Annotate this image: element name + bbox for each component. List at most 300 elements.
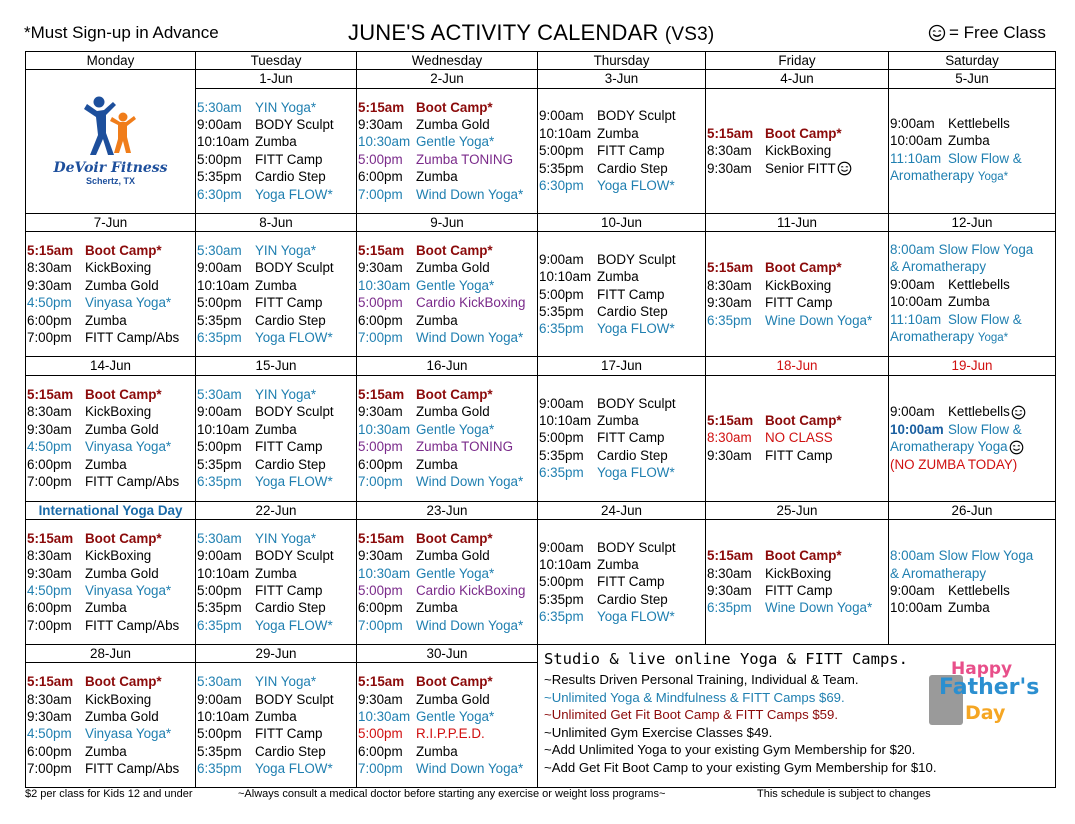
class-name: Slow Flow Yoga — [938, 242, 1034, 257]
class-entry — [358, 438, 536, 455]
class-name: NO CLASS — [765, 430, 833, 446]
class-time: 5:15am — [27, 386, 74, 402]
class-name: Yoga FLOW* — [255, 473, 333, 489]
class-entry — [358, 116, 536, 133]
footer-doctor-note: ~Always consult a medical doctor before starting any exercise or weight loss programs~ — [238, 788, 666, 800]
class-entry — [358, 530, 536, 547]
date-cell: 16-Jun — [357, 357, 538, 375]
date-row — [26, 213, 1056, 231]
class-name: Slow Flow & — [948, 421, 1022, 437]
class-entry — [197, 547, 355, 564]
date-cell: 12-Jun — [889, 213, 1056, 231]
date-cell: 14-Jun — [26, 357, 196, 375]
class-entry — [539, 303, 704, 320]
class-entry — [358, 456, 536, 473]
signup-note: *Must Sign-up in Advance — [24, 23, 219, 42]
class-name: & Aromatherapy — [890, 259, 987, 275]
day-header-row — [26, 52, 1056, 70]
class-name: R.I.P.P.E.D. — [416, 726, 485, 742]
class-name: Aromatherapy Yoga — [890, 439, 1008, 455]
class-entry — [358, 151, 536, 168]
class-name: Boot Camp* — [765, 260, 842, 276]
class-entry — [197, 242, 355, 259]
class-name: Boot Camp* — [85, 243, 162, 258]
class-name: FITT Camp — [597, 143, 665, 159]
class-entry — [890, 547, 1054, 564]
day-schedule-cell — [26, 663, 196, 788]
class-entry — [197, 186, 355, 203]
class-time: 5:15am — [707, 548, 754, 564]
class-name: FITT Camp — [597, 286, 665, 302]
class-name: Boot Camp* — [765, 413, 842, 429]
class-entry — [197, 617, 355, 634]
class-time: 9:30am — [707, 295, 752, 311]
class-entry — [890, 565, 1054, 582]
class-time: 10:10am — [539, 269, 592, 285]
class-time: 9:00am — [197, 548, 242, 564]
class-name: Kettlebells — [948, 583, 1010, 599]
class-entry — [539, 268, 704, 285]
date-cell: 18-Jun — [706, 357, 889, 375]
day-header-thursday: Thursday — [538, 52, 706, 70]
footer-kids-note: $2 per class for Kids 12 and under — [25, 788, 193, 800]
devoir-fitness-logo — [53, 95, 167, 186]
class-entry — [358, 691, 536, 708]
class-time: 6:35pm — [707, 600, 752, 616]
class-time: 8:30am — [27, 691, 72, 707]
class-entry — [27, 691, 194, 708]
class-time: 7:00pm — [358, 473, 403, 489]
class-time: 5:00pm — [358, 726, 403, 742]
class-time: 7:00pm — [27, 330, 72, 346]
class-entry — [27, 708, 194, 725]
class-name: Zumba — [416, 743, 458, 759]
class-entry — [27, 386, 194, 403]
class-entry — [197, 168, 355, 185]
class-time: 6:35pm — [197, 617, 242, 633]
class-time: 5:35pm — [539, 160, 584, 176]
date-cell: 28-Jun — [26, 645, 196, 663]
class-entry — [707, 142, 887, 159]
class-name: BODY Sculpt — [597, 539, 676, 555]
class-entry — [358, 421, 536, 438]
class-time: 7:00pm — [358, 617, 403, 633]
class-name: KickBoxing — [765, 277, 832, 293]
class-entry — [27, 329, 194, 346]
class-name: Yoga FLOW* — [597, 465, 675, 481]
class-entry — [890, 438, 1054, 455]
class-time: 5:35pm — [539, 303, 584, 319]
class-name: Yoga FLOW* — [255, 617, 333, 633]
class-entry — [890, 456, 1054, 473]
class-entry — [197, 386, 355, 403]
class-name: Boot Camp* — [765, 548, 842, 564]
class-entry — [890, 311, 1054, 328]
class-entry — [358, 168, 536, 185]
class-time: 5:00pm — [197, 151, 242, 167]
class-entry — [358, 242, 536, 259]
class-name: KickBoxing — [85, 548, 152, 564]
schedule-row — [26, 520, 1056, 645]
date-cell: 30-Jun — [357, 645, 538, 663]
class-time: 9:00am — [539, 251, 584, 267]
class-time: 9:30am — [707, 583, 752, 599]
class-name: FITT Camp — [597, 574, 665, 590]
class-entry — [197, 259, 355, 276]
class-entry — [197, 760, 355, 777]
class-name: KickBoxing — [85, 404, 152, 420]
class-name: Wind Down Yoga* — [416, 186, 524, 202]
class-time: 5:15am — [358, 243, 405, 258]
class-name: Zumba — [85, 456, 127, 472]
day-schedule-cell — [538, 232, 706, 357]
class-name: Slow Flow & — [948, 150, 1022, 166]
class-time: 10:30am — [358, 134, 411, 150]
class-name: Zumba — [85, 600, 127, 616]
class-name: Slow Flow Yoga — [938, 548, 1034, 564]
class-entry — [197, 743, 355, 760]
class-entry — [27, 599, 194, 616]
class-time: 5:00pm — [358, 583, 403, 599]
class-entry — [890, 241, 1054, 258]
class-name: FITT Camp — [765, 447, 833, 463]
class-entry — [890, 258, 1054, 275]
class-time: 6:35pm — [707, 312, 752, 328]
class-entry — [27, 242, 194, 259]
class-time: 8:30am — [707, 277, 752, 293]
date-cell: 1-Jun — [196, 70, 357, 88]
class-name: FITT Camp — [765, 295, 833, 311]
class-entry — [27, 617, 194, 634]
class-time: 8:30am — [707, 565, 752, 581]
class-name: Zumba — [597, 556, 639, 572]
info-line: ~Unlimited Gym Exercise Classes $49. — [544, 724, 773, 740]
class-time: 6:00pm — [27, 743, 72, 759]
date-cell: 29-Jun — [196, 645, 357, 663]
class-time: 11:10am — [890, 311, 942, 327]
class-time: 5:15am — [358, 674, 405, 690]
class-entry — [197, 133, 355, 150]
class-name: Zumba — [255, 421, 297, 437]
class-entry — [27, 438, 194, 455]
class-time: 6:00pm — [27, 456, 72, 472]
date-cell: 11-Jun — [706, 213, 889, 231]
class-name: Zumba — [597, 125, 639, 141]
class-name: BODY Sculpt — [597, 395, 676, 411]
legend-label: = Free Class — [949, 23, 1046, 42]
day-schedule-cell — [889, 232, 1056, 357]
class-time: 5:15am — [358, 530, 405, 546]
class-name: Zumba — [255, 277, 297, 293]
class-name: Zumba TONING — [416, 151, 513, 167]
class-name: Cardio Step — [255, 312, 326, 328]
class-name: FITT Camp/Abs — [85, 330, 180, 346]
class-time: 5:35pm — [539, 591, 584, 607]
class-time: 5:35pm — [197, 743, 242, 759]
class-entry — [890, 293, 1054, 310]
class-time: 5:30am — [197, 99, 242, 115]
class-name: Boot Camp* — [416, 530, 493, 546]
class-name: Gentle Yoga* — [416, 565, 495, 581]
class-time: 9:00am — [539, 108, 584, 124]
class-name: KickBoxing — [85, 691, 152, 707]
class-name: Zumba Gold — [85, 565, 159, 581]
class-entry — [358, 473, 536, 490]
class-entry — [358, 186, 536, 203]
class-name: Zumba Gold — [85, 709, 159, 725]
class-entry — [358, 673, 536, 690]
class-name: Vinyasa Yoga* — [85, 726, 172, 742]
class-entry — [358, 294, 536, 311]
class-name: Cardio KickBoxing — [416, 583, 526, 599]
class-name: Cardio Step — [597, 447, 668, 463]
class-time: 5:15am — [27, 674, 74, 690]
class-time: 5:15am — [707, 125, 754, 141]
class-time: 5:00pm — [197, 295, 242, 311]
class-name: Zumba TONING — [416, 439, 513, 455]
class-name: Zumba Gold — [416, 117, 490, 132]
class-name: Zumba — [597, 269, 639, 285]
class-time: 5:15am — [27, 243, 74, 258]
day-schedule-cell — [706, 232, 889, 357]
class-entry — [358, 386, 536, 403]
day-schedule-cell — [26, 232, 196, 357]
class-name: FITT Camp/Abs — [85, 761, 180, 777]
class-time: 9:30am — [358, 117, 403, 132]
info-title: Studio & live online Yoga & FITT Camps. — [544, 650, 908, 669]
day-schedule-cell — [357, 232, 538, 357]
date-cell: 3-Jun — [538, 70, 706, 88]
date-cell: 26-Jun — [889, 501, 1056, 519]
class-entry — [197, 599, 355, 616]
class-entry — [197, 473, 355, 490]
class-entry — [27, 673, 194, 690]
schedule-row — [26, 375, 1056, 501]
class-entry — [707, 447, 887, 464]
day-header-tuesday: Tuesday — [196, 52, 357, 70]
class-entry — [27, 760, 194, 777]
class-name: KickBoxing — [765, 565, 832, 581]
class-name: Wine Down Yoga* — [765, 312, 873, 328]
class-name: Vinyasa Yoga* — [85, 295, 172, 311]
class-name: Cardio Step — [255, 169, 326, 185]
class-entry — [197, 456, 355, 473]
class-name: Zumba — [948, 600, 990, 616]
class-name: Cardio Step — [255, 743, 326, 759]
class-name: BODY Sculpt — [255, 548, 334, 564]
class-entry — [358, 599, 536, 616]
class-entry — [358, 312, 536, 329]
class-entry — [539, 591, 704, 608]
class-entry — [539, 608, 704, 625]
class-name: BODY Sculpt — [255, 691, 334, 707]
class-time: 4:50pm — [27, 439, 72, 455]
date-cell: 9-Jun — [357, 213, 538, 231]
class-time: 9:30am — [27, 709, 72, 725]
date-cell: 17-Jun — [538, 357, 706, 375]
class-time: 5:35pm — [197, 169, 242, 185]
day-schedule-cell — [26, 375, 196, 501]
class-name: FITT Camp — [255, 726, 323, 742]
class-name: Cardio Step — [597, 303, 668, 319]
class-name: Aromatherapy — [890, 168, 975, 184]
class-name: Zumba — [597, 413, 639, 429]
class-entry — [539, 395, 704, 412]
class-name: Cardio Step — [255, 456, 326, 472]
class-entry — [539, 320, 704, 337]
class-time: 10:00am — [890, 600, 943, 616]
class-time: 11:10am — [890, 150, 942, 166]
class-entry — [27, 547, 194, 564]
day-header-monday: Monday — [26, 52, 196, 70]
class-time: 10:00am — [890, 294, 943, 310]
class-name: KickBoxing — [85, 260, 152, 276]
class-entry — [197, 329, 355, 346]
info-box — [538, 645, 1056, 788]
class-time: 10:10am — [197, 277, 250, 293]
class-name: Yoga FLOW* — [255, 761, 333, 777]
activity-calendar — [25, 51, 1056, 788]
class-time: 10:30am — [358, 277, 411, 293]
class-entry — [197, 116, 355, 133]
class-name: Zumba Gold — [85, 421, 159, 437]
class-entry — [27, 473, 194, 490]
class-name: Yoga FLOW* — [597, 321, 675, 337]
class-name: FITT Camp — [255, 439, 323, 455]
class-time: 6:00pm — [358, 312, 403, 328]
class-time: 6:00pm — [27, 312, 72, 328]
info-line: ~Results Driven Personal Training, Individual & Team. — [544, 672, 859, 688]
class-time: 10:10am — [539, 556, 592, 572]
class-name: Zumba — [948, 133, 990, 149]
class-entry — [197, 708, 355, 725]
class-name: Zumba — [255, 709, 297, 725]
class-time: 5:30am — [197, 386, 242, 402]
class-time: 9:30am — [27, 565, 72, 581]
class-time: 9:00am — [197, 260, 242, 276]
day-schedule-cell — [357, 520, 538, 645]
date-row — [26, 70, 1056, 88]
day-schedule-cell — [196, 88, 357, 213]
class-name: BODY Sculpt — [255, 404, 334, 420]
class-time: 9:30am — [27, 421, 72, 437]
class-entry — [358, 99, 536, 116]
class-entry — [27, 312, 194, 329]
class-time: 5:35pm — [539, 447, 584, 463]
date-cell: 7-Jun — [26, 213, 196, 231]
class-time: 5:35pm — [197, 456, 242, 472]
class-time: 9:30am — [358, 404, 403, 420]
class-entry — [27, 456, 194, 473]
class-time: 6:30pm — [539, 177, 584, 193]
day-schedule-cell — [26, 520, 196, 645]
class-name: Zumba — [948, 294, 990, 310]
class-time: 7:00pm — [358, 330, 403, 346]
class-entry — [707, 547, 887, 564]
date-row — [26, 357, 1056, 375]
class-entry — [197, 725, 355, 742]
class-entry — [358, 133, 536, 150]
class-time: 10:10am — [539, 413, 592, 429]
class-time: 5:30am — [197, 243, 242, 258]
class-entry — [27, 277, 194, 294]
class-time: 5:00pm — [197, 439, 242, 455]
day-schedule-cell — [196, 663, 357, 788]
class-name: Boot Camp* — [85, 386, 162, 402]
class-time: 7:00pm — [27, 473, 72, 489]
class-entry — [197, 530, 355, 547]
class-name: Yoga FLOW* — [255, 330, 333, 346]
class-name: Zumba Gold — [416, 691, 490, 707]
class-time: 10:30am — [358, 709, 411, 725]
class-time: 5:00pm — [197, 726, 242, 742]
class-time: 4:50pm — [27, 295, 72, 311]
class-entry — [197, 277, 355, 294]
class-entry — [890, 421, 1054, 438]
day-schedule-cell — [196, 520, 357, 645]
class-entry — [358, 565, 536, 582]
class-time: 8:00am — [890, 548, 935, 564]
class-entry — [358, 582, 536, 599]
day-schedule-cell — [889, 88, 1056, 213]
title-suffix: (VS3) — [664, 24, 715, 45]
class-entry — [197, 151, 355, 168]
date-cell: 23-Jun — [357, 501, 538, 519]
class-entry — [358, 547, 536, 564]
class-name: Slow Flow & — [948, 311, 1022, 327]
info-line: ~Add Unlimited Yoga to your existing Gym Membership for $20. — [544, 742, 916, 758]
class-name: Yoga FLOW* — [597, 609, 675, 625]
class-entry — [358, 329, 536, 346]
day-header-friday: Friday — [706, 52, 889, 70]
class-time: 4:50pm — [27, 726, 72, 742]
class-entry — [197, 582, 355, 599]
class-entry — [707, 160, 887, 177]
class-name: Vinyasa Yoga* — [85, 583, 172, 599]
class-name: Wind Down Yoga* — [416, 761, 524, 777]
class-time: 9:00am — [197, 117, 242, 132]
day-schedule-cell — [538, 88, 706, 213]
class-entry — [890, 150, 1054, 167]
fathers-day-day: Day — [965, 702, 1006, 725]
class-entry — [707, 294, 887, 311]
class-time: 8:30am — [27, 260, 72, 276]
day-schedule-cell — [706, 520, 889, 645]
class-time: 9:00am — [890, 404, 935, 420]
schedule-row — [26, 232, 1056, 357]
class-time: 6:00pm — [358, 600, 403, 616]
class-name: Cardio Step — [597, 591, 668, 607]
fathers-day-happy: Happy — [951, 659, 1013, 680]
class-entry — [197, 421, 355, 438]
class-entry — [358, 743, 536, 760]
class-entry — [197, 565, 355, 582]
class-time: 9:30am — [358, 260, 403, 276]
day-schedule-cell — [538, 375, 706, 501]
class-time: 5:15am — [358, 386, 405, 402]
class-name: Zumba — [255, 565, 297, 581]
class-time: 9:30am — [707, 160, 752, 176]
class-time: 9:00am — [890, 276, 935, 292]
class-entry — [27, 743, 194, 760]
date-cell: 19-Jun — [889, 357, 1056, 375]
class-time: 9:00am — [539, 539, 584, 555]
class-time: 5:00pm — [358, 295, 403, 311]
class-time: 10:10am — [197, 134, 250, 150]
class-time: 5:00pm — [539, 143, 584, 159]
class-entry — [27, 294, 194, 311]
class-entry — [27, 582, 194, 599]
